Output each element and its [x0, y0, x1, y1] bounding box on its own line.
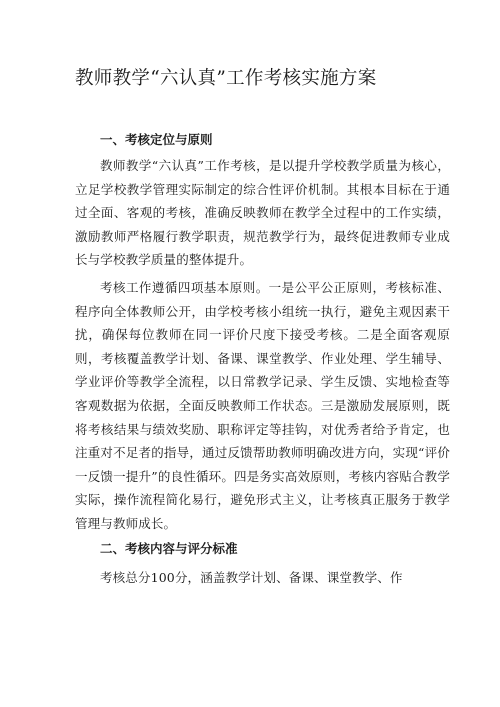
- paragraph-goal: 教师教学“六认真”工作考核，是以提升学校教学质量为核心，立足学校教学管理实际制定的综合性评价机制。其根本目标在于通过全面、客观的考核，准确反映教师在教学全过程中的工作实绩，激励教师严格履行教学职责，规范教学行为，最终促进教师专业成长与学校教学质量的整体提升。: [75, 158, 450, 268]
- section-content-scoring: [75, 536, 450, 590]
- section-heading: 二、考核内容与评分标准: [100, 540, 238, 556]
- paragraph-scoring: 考核总分100分，涵盖教学计划、备课、课堂教学、作: [100, 569, 403, 585]
- section-heading: 一、考核定位与原则: [100, 132, 213, 147]
- paragraph-principles: 考核工作遵循四项基本原则。一是公平公正原则，考核标准、程序向全体教师公开，由学校考核小组统一执行，避免主观因素干扰，确保每位教师在同一评价尺度下接受考核。二是全面客观原则，考核覆盖教学计划、备课、课堂教学、作业处理、学生辅导、学业评价等教学全流程，以日常教学记录、学生反馈、实地检查等客观数据为依据，全面反映教师工作状态。三是激励发展原则，既将考核结果与绩效奖励、职称评定等挂钩，对优秀者给予肯定，也注重对不足者的指导，通过反馈帮助教师明确改进方向，实现“评价一反馈一提升”的良性循环。四是务实高效原则，考核内容贴合教学实际，操作流程简化易行，避免形式主义，让考核真正服务于教学管理与教师成长。: [75, 279, 450, 531]
- section-positioning-principles: [75, 127, 450, 536]
- document-title: 教师教学“六认真”工作考核实施方案: [75, 68, 377, 89]
